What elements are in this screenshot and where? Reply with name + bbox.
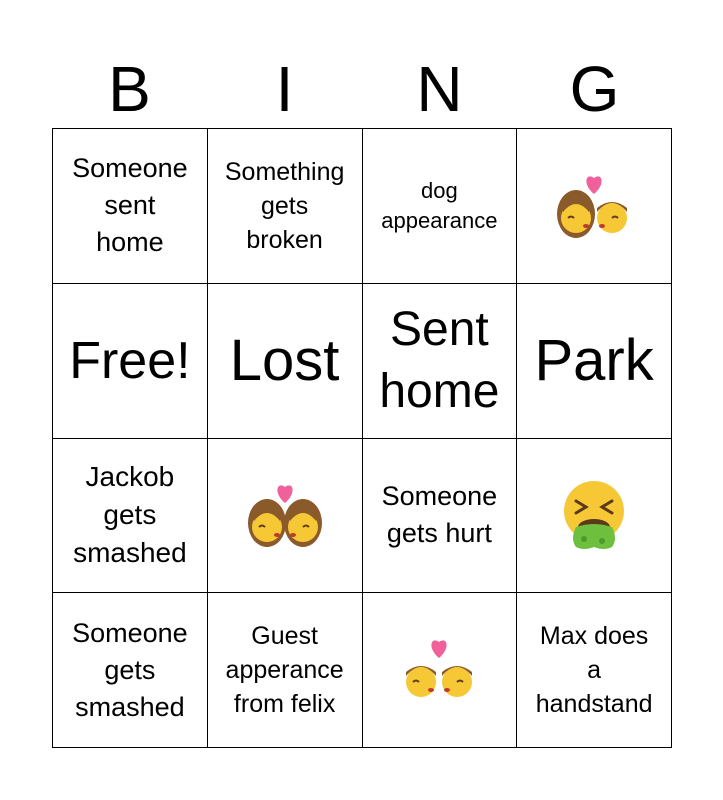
bingo-cell[interactable]	[208, 284, 363, 439]
header-letter-b: B	[108, 53, 151, 125]
cell-text: Someone gets hurt	[381, 481, 498, 549]
kiss-man-man-icon	[401, 634, 477, 706]
bingo-cell[interactable]	[517, 284, 672, 439]
bingo-card	[52, 128, 672, 748]
bingo-cell[interactable]	[363, 129, 518, 284]
bingo-cell[interactable]	[53, 439, 208, 594]
header-letter-i: I	[275, 53, 294, 125]
kiss-woman-man-icon	[556, 170, 632, 242]
bingo-cell[interactable]	[53, 129, 208, 284]
cell-text: dog appearance	[381, 177, 498, 233]
bingo-cell[interactable]	[363, 284, 518, 439]
bingo-cell[interactable]	[53, 593, 208, 748]
bingo-cell[interactable]	[208, 129, 363, 284]
kiss-woman-woman-icon	[247, 479, 323, 551]
cell-text: Lost	[229, 327, 340, 393]
cell-text: Someone gets smashed	[72, 617, 188, 722]
cell-text: Guest apperance from felix	[225, 622, 344, 719]
cell-text: Jackob gets smashed	[73, 461, 187, 569]
vomiting-face-icon	[556, 477, 632, 553]
cell-text: Free!	[69, 331, 191, 390]
bingo-cell[interactable]	[208, 439, 363, 594]
bingo-cell[interactable]	[517, 129, 672, 284]
header-letter-n: N	[416, 53, 463, 125]
bingo-cell[interactable]	[517, 593, 672, 748]
cell-text: Park	[534, 327, 654, 393]
bingo-cell[interactable]	[363, 439, 518, 594]
bingo-cell[interactable]	[517, 439, 672, 594]
bingo-cell[interactable]	[53, 284, 208, 439]
cell-text: Someone sent home	[72, 153, 188, 258]
bingo-header	[52, 50, 672, 128]
cell-text: Something gets broken	[224, 157, 345, 254]
cell-text: Max does a handstand	[535, 622, 653, 719]
header-letter-g: G	[569, 53, 620, 125]
bingo-cell[interactable]	[208, 593, 363, 748]
cell-text: Sent home	[379, 302, 500, 418]
bingo-cell[interactable]	[363, 593, 518, 748]
